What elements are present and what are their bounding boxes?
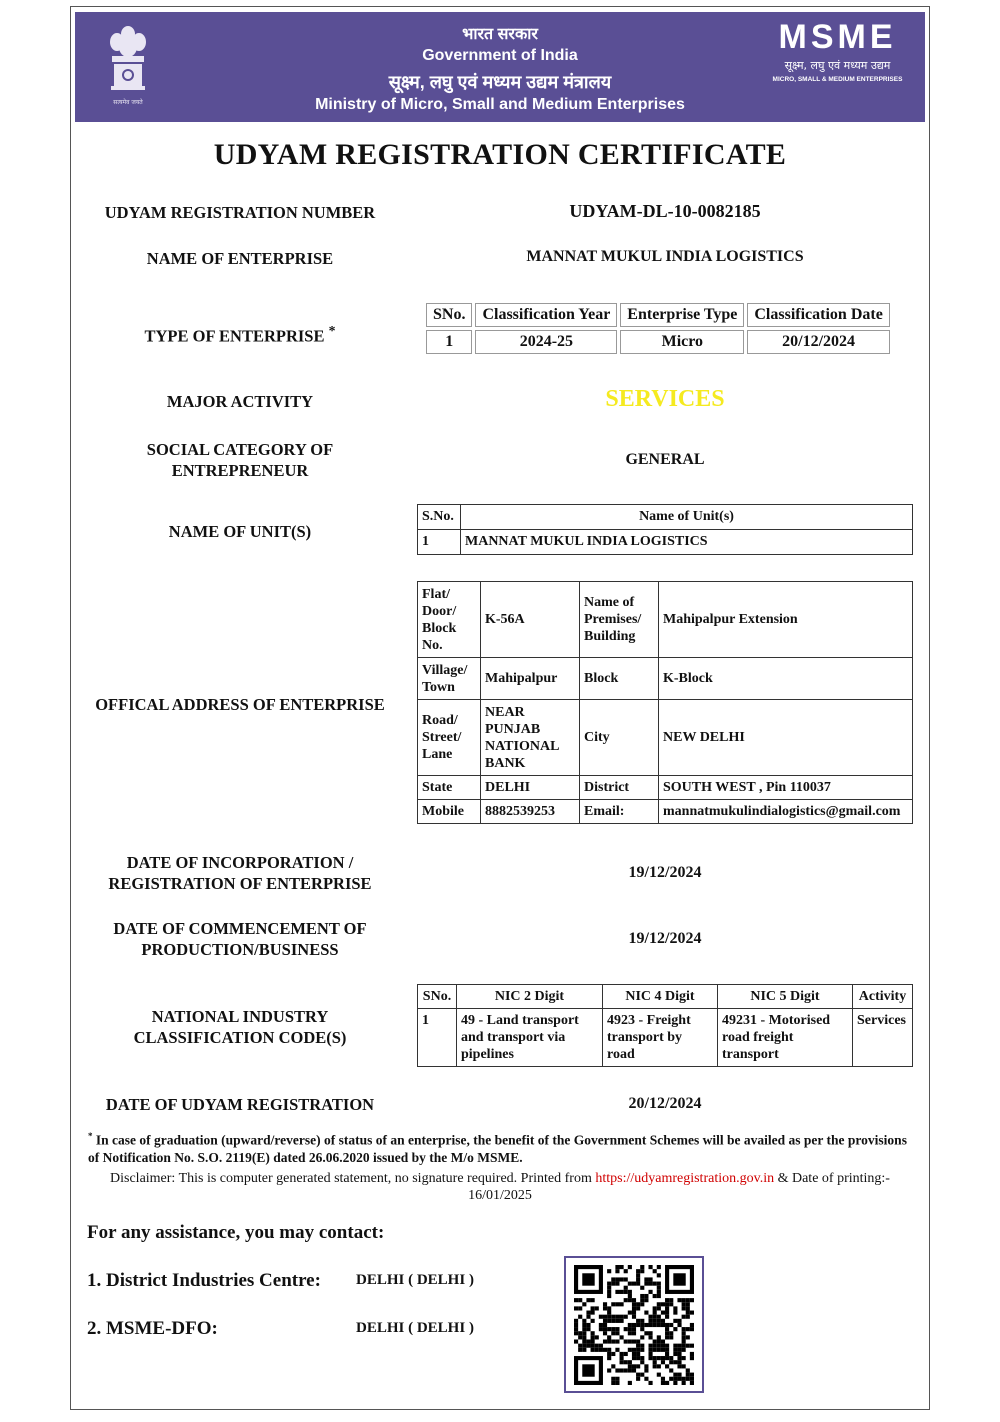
qr-code xyxy=(564,1256,704,1393)
table-cell: 1 xyxy=(418,1009,457,1067)
udyam-date-label: DATE OF UDYAM REGISTRATION xyxy=(105,1095,375,1114)
graduation-note xyxy=(88,1128,918,1166)
enterprise-name-label: NAME OF ENTERPRISE xyxy=(146,249,334,268)
disclaimer-text: Disclaimer: This is computer generated statement, no signature required. Printed from xyxy=(110,1171,592,1186)
address-field-label: Block xyxy=(580,658,659,700)
table-header: NIC 5 Digit xyxy=(718,985,853,1009)
table-cell: 49 - Land transport and transport via pipelines xyxy=(457,1009,603,1067)
social-category-label xyxy=(80,439,400,481)
incorporation-date: 19/12/2024 xyxy=(628,864,702,881)
reg-number-value: UDYAM-DL-10-0082185 xyxy=(569,201,761,221)
commencement-label-line1: DATE OF COMMENCEMENT OF xyxy=(113,919,367,938)
header-banner xyxy=(75,12,925,122)
address-field-value: K-56A xyxy=(481,582,580,658)
national-emblem-icon xyxy=(103,20,153,110)
table-header: NIC 4 Digit xyxy=(603,985,718,1009)
commencement-label xyxy=(80,918,400,960)
table-header: S.No. xyxy=(418,505,461,530)
address-field-value: DELHI xyxy=(481,776,580,800)
printing-date: 16/01/2025 xyxy=(468,1188,532,1203)
address-field-label: City xyxy=(580,700,659,776)
address-field-label: Flat/ Door/ Block No. xyxy=(418,582,481,658)
social-category-label-line2: ENTREPRENEUR xyxy=(171,461,309,480)
commencement-label-line2: PRODUCTION/BUSINESS xyxy=(141,940,339,959)
nic-label xyxy=(80,1006,400,1048)
social-category-value: GENERAL xyxy=(625,451,705,468)
table-cell: 4923 - Freight transport by road xyxy=(603,1009,718,1067)
table-header: SNo. xyxy=(418,985,457,1009)
dfo-value: DELHI ( DELHI ) xyxy=(356,1320,474,1336)
enterprise-name-value: MANNAT MUKUL INDIA LOGISTICS xyxy=(526,248,804,265)
address-field-value: SOUTH WEST , Pin 110037 xyxy=(659,776,913,800)
table-header: NIC 2 Digit xyxy=(457,985,603,1009)
address-field-value: Mahipalpur xyxy=(481,658,580,700)
disclaimer xyxy=(80,1170,920,1204)
govt-of-india-text: Government of India xyxy=(422,47,578,64)
incorporation-label-line2: REGISTRATION OF ENTERPRISE xyxy=(108,874,372,893)
assistance-heading: For any assistance, you may contact: xyxy=(87,1222,385,1243)
nic-label-line2: CLASSIFICATION CODE(S) xyxy=(133,1028,347,1047)
enterprise-type-label-text: TYPE OF ENTERPRISE xyxy=(144,326,325,346)
address-label: OFFICAL ADDRESS OF ENTERPRISE xyxy=(95,695,385,714)
nic-label-line1: NATIONAL INDUSTRY xyxy=(151,1007,329,1026)
address-field-label: Mobile xyxy=(418,800,481,824)
table-header: Activity xyxy=(853,985,913,1009)
incorporation-label xyxy=(80,852,400,894)
table-header: SNo. xyxy=(426,303,472,327)
address-field-value: NEAR PUNJAB NATIONAL BANK xyxy=(481,700,580,776)
address-field-value: mannatmukulindialogistics@gmail.com xyxy=(659,800,913,824)
address-field-label: Road/ Street/ Lane xyxy=(418,700,481,776)
udyam-date-value: 20/12/2024 xyxy=(628,1095,702,1112)
note-asterisk: * xyxy=(88,1131,93,1141)
msme-logo-text: MSME xyxy=(778,18,897,56)
emblem-caption: सत्यमेव जयते xyxy=(113,99,143,106)
address-field-label: State xyxy=(418,776,481,800)
table-cell: MANNAT MUKUL INDIA LOGISTICS xyxy=(461,530,913,555)
table-cell: 1 xyxy=(418,530,461,555)
certificate-title: UDYAM REGISTRATION CERTIFICATE xyxy=(213,138,787,171)
table-header: Name of Unit(s) xyxy=(461,505,913,530)
reg-number-label: UDYAM REGISTRATION NUMBER xyxy=(104,203,376,222)
social-category-label-line1: SOCIAL CATEGORY OF xyxy=(146,440,334,459)
address-field-label: District xyxy=(580,776,659,800)
msme-logo-subtitle: MICRO, SMALL & MEDIUM ENTERPRISES xyxy=(772,76,903,83)
address-field-value: 8882539253 xyxy=(481,800,580,824)
dic-label: 1. District Industries Centre: xyxy=(87,1270,321,1291)
classification-table xyxy=(423,300,893,357)
hindi-govt-text: भारत सरकार xyxy=(462,26,538,43)
note-text: In case of graduation (upward/reverse) of status of an enterprise, the benefit of the Government Schemes will be availed as per the provisions of Notification No. S.O. 2119(E) dated 26.06.2020 issued by the M/o MSME. xyxy=(88,1132,907,1165)
commencement-date: 19/12/2024 xyxy=(628,930,702,947)
table-cell: 1 xyxy=(426,330,472,354)
units-table xyxy=(417,504,913,555)
table-header: Enterprise Type xyxy=(620,303,744,327)
disclaimer-suffix: & Date of printing:- xyxy=(777,1171,890,1186)
table-header: Classification Year xyxy=(475,303,617,327)
incorporation-label-line1: DATE OF INCORPORATION / xyxy=(126,853,354,872)
table-cell: Micro xyxy=(620,330,744,354)
address-field-value: NEW DELHI xyxy=(659,700,913,776)
units-label: NAME OF UNIT(S) xyxy=(168,522,312,541)
ministry-text: Ministry of Micro, Small and Medium Enterprises xyxy=(315,96,685,113)
msme-logo-hindi: सूक्ष्म, लघु एवं मध्यम उद्यम xyxy=(784,59,891,72)
enterprise-type-asterisk: * xyxy=(328,323,336,338)
dic-value: DELHI ( DELHI ) xyxy=(356,1272,474,1288)
hindi-ministry-text: सूक्ष्म, लघु एवं मध्यम उद्यम मंत्रालय xyxy=(388,72,612,92)
address-field-label: Email: xyxy=(580,800,659,824)
address-field-value: Mahipalpur Extension xyxy=(659,582,913,658)
major-activity-label: MAJOR ACTIVITY xyxy=(166,392,314,411)
table-cell: 20/12/2024 xyxy=(747,330,889,354)
table-cell: 2024-25 xyxy=(475,330,617,354)
msme-logo xyxy=(770,20,905,90)
table-header: Classification Date xyxy=(747,303,889,327)
enterprise-type-label xyxy=(80,320,400,347)
dfo-label: 2. MSME-DFO: xyxy=(87,1318,218,1339)
nic-table xyxy=(417,984,913,1067)
table-cell: Services xyxy=(853,1009,913,1067)
table-cell: 49231 - Motorised road freight transport xyxy=(718,1009,853,1067)
udyam-website-link[interactable]: https://udyamregistration.gov.in xyxy=(595,1171,775,1186)
qr-code-icon xyxy=(574,1265,694,1385)
address-field-value: K-Block xyxy=(659,658,913,700)
address-field-label: Name of Premises/ Building xyxy=(580,582,659,658)
major-activity-value: SERVICES xyxy=(605,386,725,412)
address-field-label: Village/ Town xyxy=(418,658,481,700)
address-table xyxy=(417,581,913,824)
